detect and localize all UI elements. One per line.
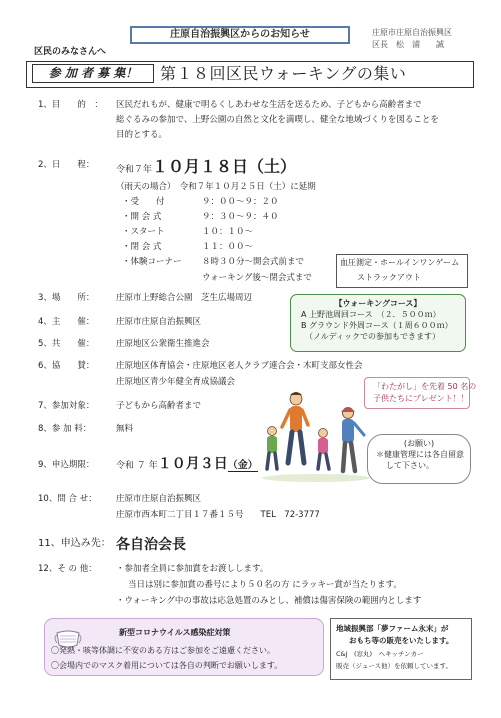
course-a: A 上野池周回コース （２．５００ｍ） [301, 310, 441, 319]
corner-time2: ウォーキング後～閉会式まで [202, 273, 312, 283]
sched-item-time: １１：００～ [202, 242, 254, 252]
request-title: (お願い) [403, 439, 435, 448]
recruit-tag: 参 加 者 募 集！ [32, 64, 154, 83]
sched-item-time: １０：１０～ [202, 227, 254, 237]
deadline-prefix: 令和 ７ 年 [116, 461, 158, 471]
host-value: 庄原市庄原自治振興区 [116, 317, 202, 327]
deadline-date [116, 453, 258, 473]
corner-activities-box [336, 254, 468, 288]
corner-activity-1: 血圧測定・ホールインワンゲーム [340, 258, 460, 267]
contact-line1: 庄原市庄原自治振興区 [116, 494, 202, 504]
present-line2: 子供たちにプレゼント！！ [373, 394, 469, 403]
org-chief: 区長 松 浦 誠 [372, 40, 444, 49]
sched-item-time: ９：３０～９：４０ [202, 212, 279, 222]
corner-time1: ８時３０分～開会式前まで [202, 257, 305, 267]
purpose-label: 1、目 的 ： [38, 100, 103, 110]
fee-label: 8、参 加 料： [38, 424, 92, 434]
sched-item-time: ９：００～９：２０ [202, 197, 279, 207]
contact-line2: 庄原市西本町二丁目１７番１５号 TEL 72-3777 [116, 510, 320, 520]
place-value: 庄原市上野総合公園 芝生広場周辺 [116, 293, 253, 303]
deadline-main: １０月３日 [157, 456, 228, 472]
present-line1: 「わたがし」を先着 50 名の [373, 382, 477, 391]
event-date-prefix: 令和７年 [116, 165, 153, 175]
place-label: 3、場 所： [38, 293, 95, 303]
purpose-line1: 区民だれもが、健康で明るくしあわせな生活を送るため、子どもから高齢者まで [116, 100, 422, 110]
covid-line1: 〇発熱・咳等体調に不安のある方はご参加をご遠慮ください。 [51, 646, 275, 655]
page-title: 第１８回区民ウォーキングの集い [160, 64, 407, 83]
sched-item-name: ・スタート [122, 227, 165, 237]
fee-value: 無料 [116, 424, 134, 434]
other-label: 12、そ の 他： [38, 564, 97, 574]
sched-item-name: ・閉 会 式 [122, 242, 162, 252]
corner-activity-2: ストラックアウト [357, 273, 421, 282]
rain-date: （雨天の場合） 令和７年１０月２５日（土）に延期 [116, 182, 316, 192]
farm-sales-box [330, 618, 472, 680]
other-line2: 当日は別に参加賞の番号により５０名の方 にラッキー賞が当たります。 [128, 580, 402, 590]
corner-name: ・体験コーナー [122, 257, 182, 267]
notice-banner: 庄原自治振興区からのお知らせ [130, 26, 350, 44]
cohost-value: 庄原地区公衆衛生推進会 [116, 339, 210, 349]
host-label: 4、主 催： [38, 317, 95, 327]
request-line1: ＊健康管理には各自留意 [376, 450, 464, 459]
target-value: 子どもから高齢者まで [116, 401, 202, 411]
family-walking-illustration [260, 385, 372, 483]
cohost-label: 5、共 催： [38, 339, 95, 349]
request-line2: して下さい。 [386, 461, 434, 470]
purpose-line3: 目的とする。 [116, 130, 168, 140]
covid-line2: 〇会場内でのマスク着用については各自の判断でお願いします。 [51, 661, 283, 670]
deadline-label: 9、申込期限： [38, 460, 95, 470]
apply-value: 各自治会長 [116, 537, 186, 553]
contact-label: 10、問 合 せ： [38, 494, 97, 504]
covid-notice-box [44, 618, 324, 676]
walking-course-box [290, 294, 466, 352]
other-line1: ・参加者全員に参加賞をお渡しします。 [116, 564, 269, 574]
event-date-main: １０月１８日（土） [152, 157, 297, 176]
event-date [116, 154, 296, 177]
course-b: B グラウンド外周コース（１周６００ｍ） [301, 321, 453, 330]
request-box [367, 434, 471, 484]
course-note: （ノルディックでの参加もできます） [305, 332, 441, 341]
sched-item-name: ・受 付 [122, 197, 165, 207]
support-line1: 庄原地区体育協会・庄原地区老人クラブ連合会・木町支部女性会 [116, 361, 363, 371]
support-label: 6、協 賛： [38, 361, 95, 371]
present-box [364, 377, 477, 409]
deadline-day: （金） [227, 460, 258, 471]
other-line3: ・ウォーキング中の事故は応急処置のみとし、補償は傷害保険の範囲内とします [116, 596, 422, 606]
greeting: 区民のみなさんへ [34, 47, 106, 57]
organization-info [372, 27, 452, 51]
farm-line1: 地域振興部「夢ファーム永末」が [336, 624, 449, 633]
farm-line2: おもち等の販売をいたします。 [349, 636, 454, 645]
apply-label: 11、申込み先： [38, 538, 111, 549]
org-name: 庄原市庄原自治振興区 [372, 28, 452, 37]
schedule-label: 2、日 程： [38, 160, 95, 170]
farm-line4: 販売（ジュース他）を依頼しています。 [336, 662, 453, 670]
covid-title: 新型コロナウイルス感染症対策 [119, 628, 231, 637]
target-label: 7、参加対象： [38, 401, 95, 411]
farm-line3: C&J (窓丸) へキッチンカー [336, 650, 424, 658]
purpose-line2: 総ぐるみの参加で、上野公園の自然と文化を満喫し、健全な地域づくりを図ることを [116, 115, 439, 125]
sched-item-name: ・開 会 式 [122, 212, 162, 222]
support-line2: 庄原地区青少年健全育成協議会 [116, 377, 236, 387]
course-title: 【ウォーキングコース】 [334, 299, 422, 308]
